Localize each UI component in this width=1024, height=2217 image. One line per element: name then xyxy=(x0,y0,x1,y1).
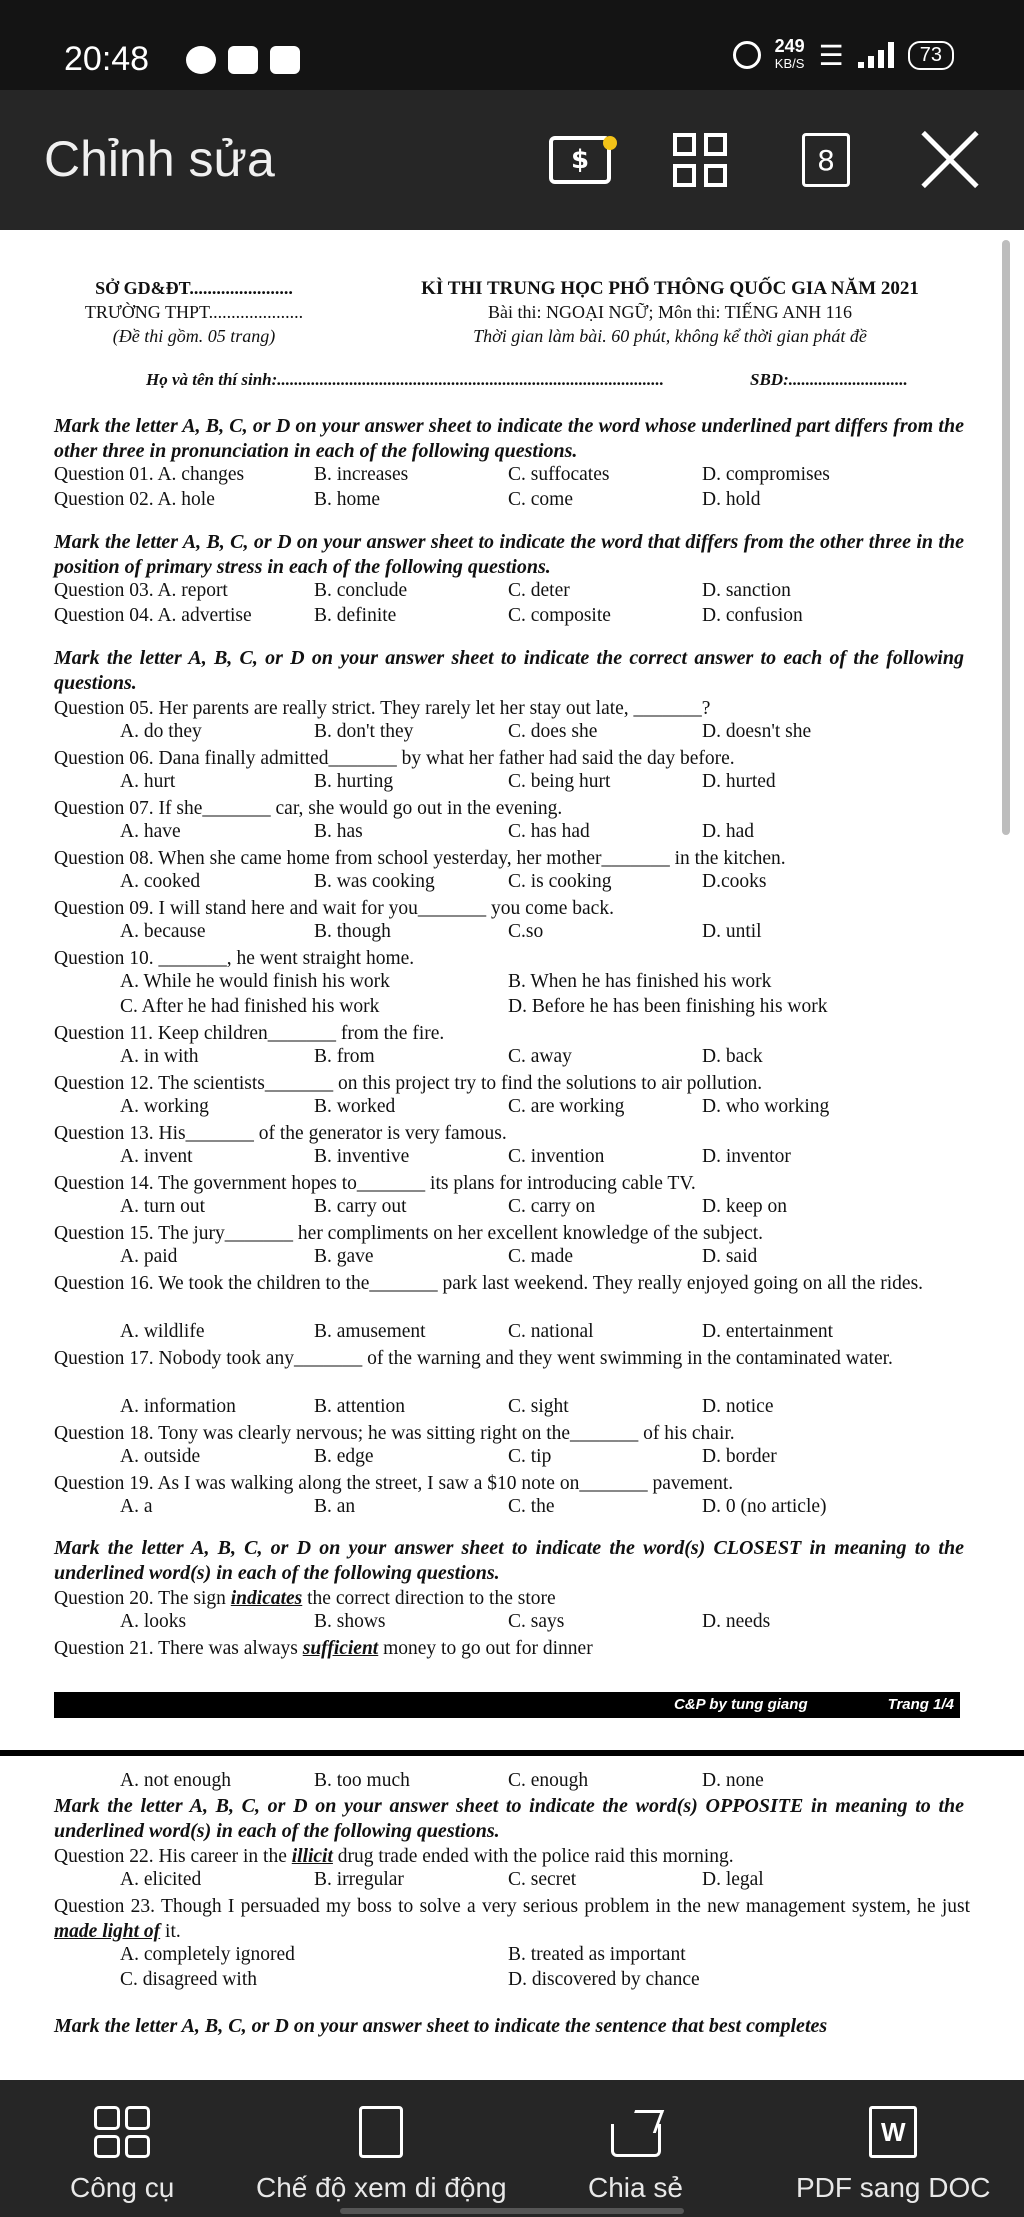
question-03: Question 03. A. report B. conclude C. deter D. sanction xyxy=(54,580,791,601)
question-11-text: Question 11. Keep children_______ from the fire. xyxy=(54,1023,445,1044)
premium-button[interactable] xyxy=(548,132,612,188)
question-22-text: Question 22. His career in the illicit drug trade ended with the police raid this morning. xyxy=(54,1846,734,1867)
header-department: SỞ GD&ĐT....................... xyxy=(95,278,293,298)
question-16-options: A. wildlife B. amusement C. national D. entertainment xyxy=(120,1321,834,1342)
question-01: Question 01. A. changes B. increases C. suffocates D. compromises xyxy=(54,464,830,485)
clock: 20:48 xyxy=(64,40,150,78)
status-bar xyxy=(0,0,1024,90)
question-14-options: A. turn out B. carry out C. carry on D. keep on xyxy=(120,1196,788,1217)
notification-dot xyxy=(603,136,617,150)
signal-icon xyxy=(858,42,894,68)
instruction-sentence-completion: Mark the letter A, B, C, or D on your answer sheet to indicate the sentence that best completes xyxy=(54,2015,828,2037)
bottom-navigation xyxy=(0,2080,1024,2217)
question-06-options: A. hurt B. hurting C. being hurt D. hurted xyxy=(120,771,776,792)
question-17-text: Question 17. Nobody took any_______ of the warning and they went swimming in the contaminated water. xyxy=(54,1348,893,1369)
question-06-text: Question 06. Dana finally admitted_______ by what her father had said the day before. xyxy=(54,748,735,769)
page-footer xyxy=(54,1692,960,1718)
share-label: Chia sẻ xyxy=(588,2172,683,2203)
question-13-options: A. invent B. inventive C. invention D. inventor xyxy=(120,1146,791,1167)
wifi-icon: ☰ xyxy=(818,39,844,71)
question-12-options: A. working B. worked C. are working D. who working xyxy=(120,1096,830,1117)
page-count-button[interactable] xyxy=(794,132,858,188)
pdf-to-doc-label: PDF sang DOC xyxy=(796,2172,991,2203)
instruction-pronunciation: Mark the letter A, B, C, or D on your answer sheet to indicate the word whose underlined part differs from the other three in pronunciation in each of the following questions. xyxy=(54,415,964,462)
question-23-text: Question 23. Though I persuaded my boss to solve a very serious problem in the new management system, he just made light of it. xyxy=(54,1896,970,1942)
question-16-text: Question 16. We took the children to the_______ park last weekend. They really enjoyed going on all the rides. xyxy=(54,1273,924,1294)
question-23-options-cd: C. disagreed with D. discovered by chance xyxy=(120,1969,700,1990)
header-school: TRƯỜNG THPT..................... xyxy=(84,302,304,322)
question-11-options: A. in with B. from C. away D. back xyxy=(120,1046,763,1067)
question-17-options: A. information B. attention C. sight D. notice xyxy=(120,1396,774,1417)
candidate-name-line: Họ và tên thí sinh:........................................................................................... xyxy=(146,370,665,389)
page-count: 8 xyxy=(802,133,850,187)
tools-button[interactable] xyxy=(70,2106,174,2204)
footer-credit: C&P by tung giang xyxy=(674,1696,808,1713)
shopee-icon xyxy=(270,46,300,74)
thumbnail-grid-button[interactable] xyxy=(668,132,732,188)
question-20-options: A. looks B. shows C. says D. needs xyxy=(120,1611,771,1632)
question-15-options: A. paid B. gave C. made D. said xyxy=(120,1246,758,1267)
page-title: Chỉnh sửa xyxy=(44,131,275,187)
candidate-number: SBD:............................ xyxy=(750,370,908,389)
question-19-options: A. a B. an C. the D. 0 (no article) xyxy=(120,1496,827,1517)
messenger-icon xyxy=(186,46,216,74)
document-page-1 xyxy=(0,230,1024,1750)
question-13-text: Question 13. His_______ of the generator is very famous. xyxy=(54,1123,507,1144)
question-09-text: Question 09. I will stand here and wait for you_______ you come back. xyxy=(54,898,614,919)
footer-page-number: Trang 1/4 xyxy=(887,1696,954,1713)
exam-subject: Bài thi: NGOẠI NGỮ; Môn thi: TIẾNG ANH 116 xyxy=(488,302,852,322)
underlined-word: made light of xyxy=(54,1921,161,1942)
question-18-options: A. outside B. edge C. tip D. border xyxy=(120,1446,777,1467)
question-22-options: A. elicited B. irregular C. secret D. legal xyxy=(120,1869,764,1890)
question-05-options: A. do they B. don't they C. does she D. doesn't she xyxy=(120,721,812,742)
app-toolbar xyxy=(0,90,1024,230)
question-20-text: Question 20. The sign indicates the correct direction to the store xyxy=(54,1588,556,1609)
document-viewer[interactable] xyxy=(0,230,1024,2080)
close-button[interactable] xyxy=(918,132,982,188)
youtube-icon xyxy=(228,46,258,74)
question-14-text: Question 14. The government hopes to_______ its plans for introducing cable TV. xyxy=(54,1173,696,1194)
dollar-icon: $ xyxy=(549,136,611,184)
battery-icon: 73 xyxy=(908,41,954,70)
underlined-word: illicit xyxy=(291,1846,333,1867)
exam-duration: Thời gian làm bài. 60 phút, không kể thời gian phát đề xyxy=(473,326,867,346)
question-05-text: Question 05. Her parents are really strict. They rarely let her stay out late, _______? xyxy=(54,698,711,719)
scrollbar[interactable] xyxy=(1002,240,1010,835)
mobile-view-label: Chế độ xem di động xyxy=(256,2172,507,2203)
question-08-options: A. cooked B. was cooking C. is cooking D.cooks xyxy=(120,871,767,892)
instruction-opposite-meaning: Mark the letter A, B, C, or D on your answer sheet to indicate the word(s) OPPOSITE in meaning to the underlined word(s) in each of the following questions. xyxy=(54,1795,964,1842)
instruction-stress: Mark the letter A, B, C, or D on your answer sheet to indicate the word that differs from the other three in the position of primary stress in each of the following questions. xyxy=(54,531,964,578)
question-09-options: A. because B. though C.so D. until xyxy=(120,921,762,942)
home-indicator[interactable] xyxy=(340,2208,684,2214)
question-23-options-ab: A. completely ignored B. treated as important xyxy=(120,1944,686,1965)
question-07-options: A. have B. has C. has had D. had xyxy=(120,821,754,842)
share-button[interactable] xyxy=(588,2106,683,2204)
close-icon xyxy=(920,130,980,190)
instruction-closest-meaning: Mark the letter A, B, C, or D on your answer sheet to indicate the word(s) CLOSEST in meaning to the underlined word(s) in each of the following questions. xyxy=(54,1537,964,1584)
question-10-options-cd: C. After he had finished his work D. Before he has been finishing his work xyxy=(120,996,828,1017)
exam-title: KÌ THI TRUNG HỌC PHỔ THÔNG QUỐC GIA NĂM 2021 xyxy=(421,278,919,299)
alarm-icon xyxy=(733,41,761,69)
question-07-text: Question 07. If she_______ car, she would go out in the evening. xyxy=(54,798,563,819)
mobile-view-button[interactable] xyxy=(256,2106,507,2204)
word-doc-icon: W xyxy=(869,2106,917,2158)
underlined-word: indicates xyxy=(230,1588,303,1609)
question-04: Question 04. A. advertise B. definite C. composite D. confusion xyxy=(54,605,803,626)
tools-icon xyxy=(94,2106,150,2158)
question-19-text: Question 19. As I was walking along the street, I saw a $10 note on_______ pavement. xyxy=(54,1473,734,1494)
network-speed: 249 KB/S xyxy=(774,36,805,71)
underlined-word: sufficient xyxy=(302,1638,379,1659)
question-18-text: Question 18. Tony was clearly nervous; he was sitting right on the_______ of his chair. xyxy=(54,1423,735,1444)
share-icon xyxy=(607,2106,663,2158)
question-15-text: Question 15. The jury_______ her compliments on her excellent knowledge of the subject. xyxy=(54,1223,764,1244)
question-21-options: A. not enough B. too much C. enough D. none xyxy=(120,1770,764,1791)
question-08-text: Question 08. When she came home from school yesterday, her mother_______ in the kitchen. xyxy=(54,848,786,869)
question-02: Question 02. A. hole B. home C. come D. hold xyxy=(54,489,761,510)
instruction-correct-answer: Mark the letter A, B, C, or D on your answer sheet to indicate the correct answer to each of the following questions. xyxy=(54,647,964,694)
question-10-text: Question 10. _______, he went straight home. xyxy=(54,948,415,969)
tools-label: Công cụ xyxy=(70,2172,175,2203)
pdf-to-doc-button[interactable] xyxy=(796,2106,991,2204)
question-10-options-ab: A. While he would finish his work B. When he has finished his work xyxy=(120,971,772,992)
page-separator xyxy=(0,1750,1024,1756)
header-pages-note: (Đề thi gồm. 05 trang) xyxy=(112,326,276,346)
grid-icon xyxy=(673,133,727,187)
question-12-text: Question 12. The scientists_______ on this project try to find the solutions to air pollution. xyxy=(54,1073,763,1094)
mobile-view-icon xyxy=(359,2106,403,2158)
document-page-2 xyxy=(0,1770,1024,2080)
question-21-text: Question 21. There was always sufficient money to go out for dinner xyxy=(54,1638,593,1659)
